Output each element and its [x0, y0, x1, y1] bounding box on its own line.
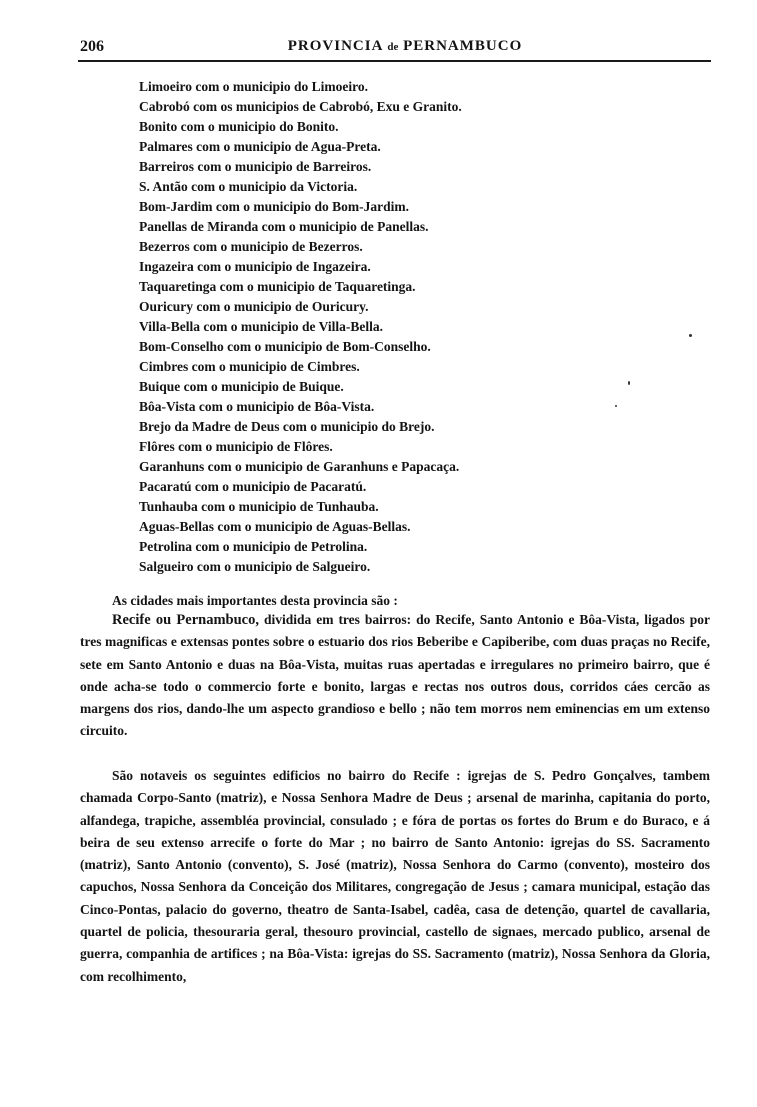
- municipio-line: Ouricury com o municipio de Ouricury.: [139, 299, 369, 314]
- municipio-line: Villa-Bella com o municipio de Villa-Bella.: [139, 319, 383, 334]
- recife-heading: Recife ou Pernambuco,: [112, 612, 259, 628]
- municipio-line: Palmares com o municipio de Agua-Preta.: [139, 139, 381, 154]
- municipio-line: Cimbres com o municipio de Cimbres.: [139, 359, 360, 374]
- municipio-line: Petrolina com o municipio de Petrolina.: [139, 539, 368, 554]
- municipio-line: Garanhuns com o municipio de Garanhuns e Papacaça.: [139, 459, 460, 474]
- municipio-line: Pacaratú com o municipio de Pacaratú.: [139, 479, 367, 494]
- municipio-line: Flôres com o municipio de Flôres.: [139, 439, 333, 454]
- municipio-line: Aguas-Bellas com o municipio de Aguas-Bellas.: [139, 519, 411, 534]
- municipios-list: [139, 77, 559, 577]
- municipio-line: Panellas de Miranda com o municipio de Panellas.: [139, 219, 429, 234]
- ink-speck: [615, 405, 617, 407]
- edificios-paragraph: [80, 765, 710, 988]
- ink-speck: [689, 334, 692, 337]
- running-head-provincia: PROVINCIA: [287, 38, 383, 54]
- municipio-line: Bom-Conselho com o municipio de Bom-Conselho.: [139, 339, 431, 354]
- intro-text: As cidades mais importantes desta provincia são :: [112, 593, 398, 608]
- ink-speck: [628, 381, 630, 385]
- municipio-line: Bezerros com o municipio de Bezerros.: [139, 239, 363, 254]
- municipio-line: S. Antão com o municipio da Victoria.: [139, 179, 358, 194]
- municipio-line: Barreiros com o municipio de Barreiros.: [139, 159, 372, 174]
- municipio-line: Bonito com o municipio do Bonito.: [139, 119, 339, 134]
- running-head: [255, 38, 555, 55]
- edificios-text: São notaveis os seguintes edificios no bairro do Recife : igrejas de S. Pedro Gonçalves, tambem chamada Corpo-Santo (matriz), e Nossa Senhora Madre de Deus ; arsenal de marinha, capitania do porto, alfandega, trapiche, assembléa provincial, consulado ; e fóra de portas os fortes do Brum e do Buraco, e á beira de seu extenso arrecife o forte do Mar ; no bairro de Santo Antonio: igrejas do SS. Sacramento (matriz), Santo Antonio (convento), S. José (matriz), Nossa Senhora do Carmo (convento), mosteiro dos capuchos, Nossa Senhora da Conceição dos Militares, congregação de Jesus ; camara municipal, estação das Cinco-Pontas, palacio do governo, theatro de Santa-Isabel, cadêa, casa de detenção, quartel de cavallaria, quartel de policia, thesouraria geral, thesouro provincial, castello de signaes, mercado publico, arsenal de guerra, companhia de artifices ; na Bôa-Vista: igrejas do SS. Sacramento (matriz), Nossa Senhora da Gloria, com recolhimento,: [80, 768, 710, 984]
- running-head-pernambuco: PERNAMBUCO: [403, 38, 523, 54]
- running-head-de: de: [387, 41, 399, 53]
- municipio-line: Salgueiro com o municipio de Salgueiro.: [139, 559, 371, 574]
- municipio-line: Tunhauba com o municipio de Tunhauba.: [139, 499, 379, 514]
- recife-text: dividida em tres bairros: do Recife, Santo Antonio e Bôa-Vista, ligados por tres magnificas e extensas pontes sobre o estuario dos rios Beberibe e Capiberibe, com duas praças no Recife, sete em Santo Antonio e duas na Bôa-Vista, muitas ruas apertadas e irregulares no primeiro bairro, que é onde acha-se todo o commercio forte e bonito, largas e rectas nos outros dous, corridos cáes cercão as margens dos rios, dando-lhe um aspecto grandioso e bello ; não tem morros nem eminencias em um extenso circuito.: [80, 612, 711, 739]
- municipio-line: Buique com o municipio de Buique.: [139, 379, 344, 394]
- page-number: 206: [80, 38, 104, 55]
- municipio-line: Cabrobó com os municipios de Cabrobó, Exu e Granito.: [139, 99, 462, 114]
- recife-paragraph: [80, 609, 710, 743]
- header-rule: [78, 60, 711, 62]
- municipio-line: Bom-Jardim com o municipio do Bom-Jardim.: [139, 199, 409, 214]
- municipio-line: Bôa-Vista com o municipio de Bôa-Vista.: [139, 399, 375, 414]
- municipio-line: Taquaretinga com o municipio de Taquaretinga.: [139, 279, 416, 294]
- municipio-line: Limoeiro com o municipio do Limoeiro.: [139, 79, 368, 94]
- municipio-line: Ingazeira com o municipio de Ingazeira.: [139, 259, 371, 274]
- municipio-line: Brejo da Madre de Deus com o municipio do Brejo.: [139, 419, 435, 434]
